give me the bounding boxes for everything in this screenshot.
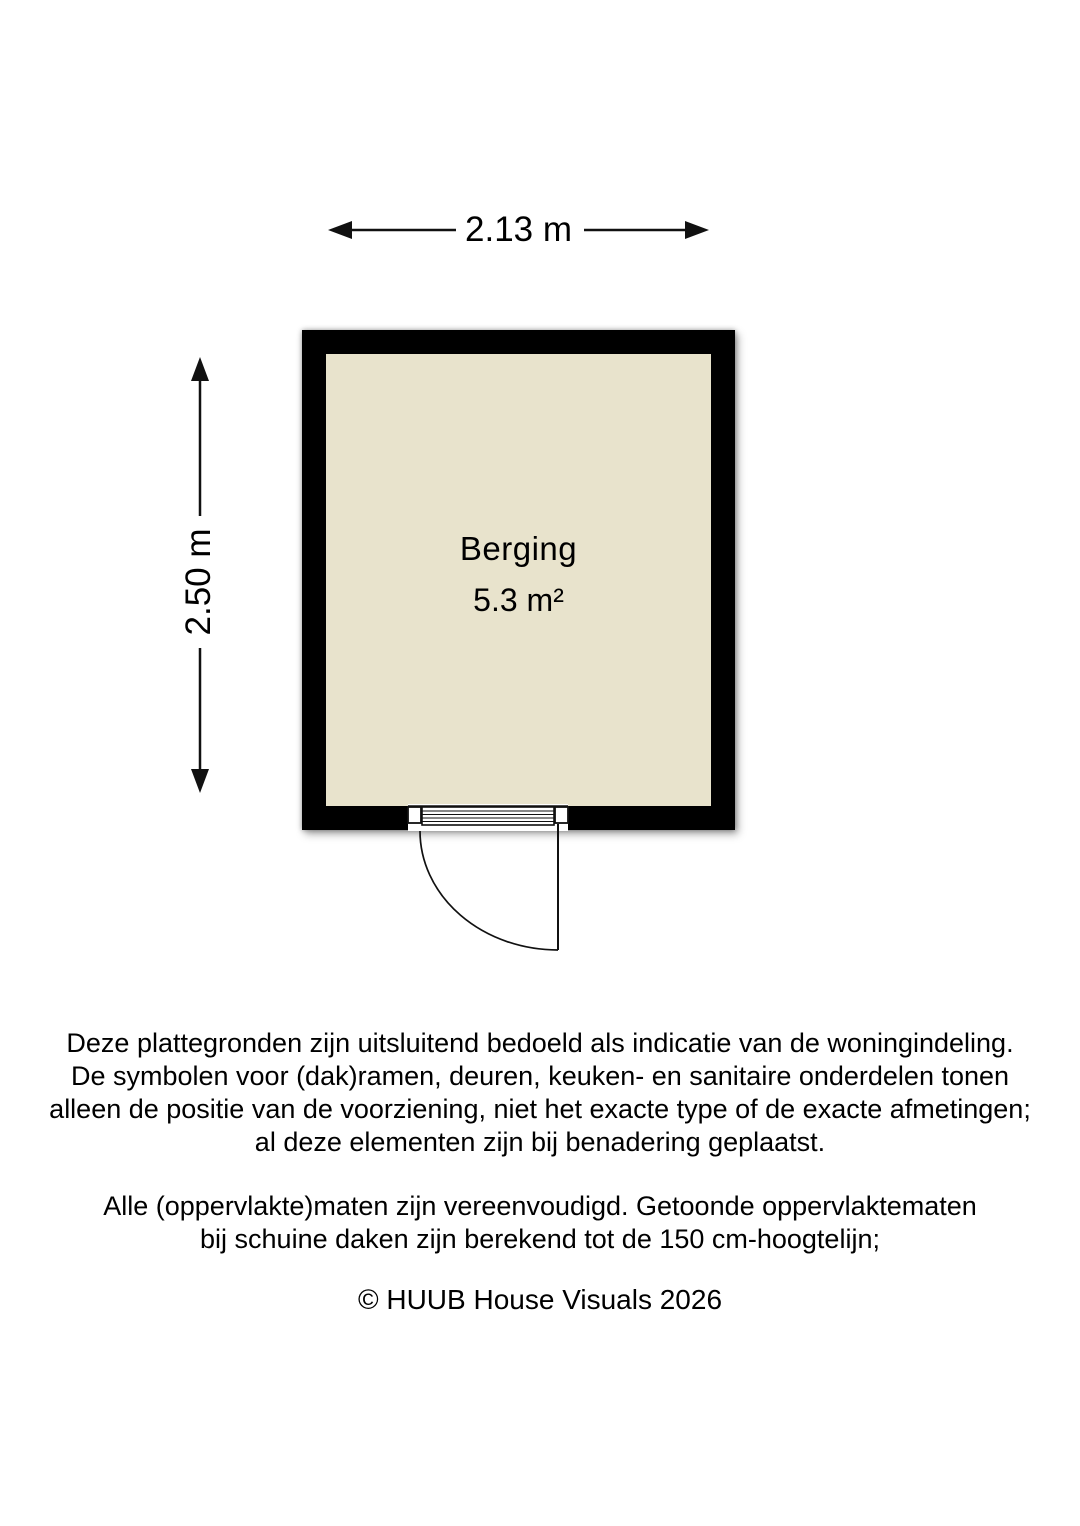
disclaimer-line: De symbolen voor (dak)ramen, deuren, keuken- en sanitaire onderdelen tonen — [70, 1061, 1010, 1091]
disclaimer-line: bij schuine daken zijn berekend tot de 150 cm-hoogtelijn; — [200, 1224, 880, 1254]
disclaimer-line: Deze plattegronden zijn uitsluitend bedoeld als indicatie van de woningindeling. — [66, 1028, 1014, 1058]
door-jamb-left — [408, 807, 421, 823]
door-jamb-right — [555, 807, 568, 823]
disclaimer-line: alleen de positie van de voorziening, niet het exacte type of de exacte afmetingen; — [49, 1094, 1031, 1124]
copyright-label: © HUUB House Visuals 2026 — [357, 1284, 723, 1315]
room-name-label: Berging — [459, 530, 578, 567]
height-dimension-label: 2.50 m — [179, 528, 218, 636]
room-label-block — [302, 531, 735, 617]
door-threshold — [422, 807, 554, 825]
arrowhead-up-icon — [191, 357, 209, 381]
disclaimer-paragraph-2 — [0, 1190, 1080, 1256]
width-dimension-label: 2.13 m — [465, 210, 572, 249]
disclaimer-line: al deze elementen zijn bij benadering geplaatst. — [254, 1127, 826, 1157]
disclaimer-paragraph-1 — [0, 1027, 1080, 1159]
door-swing-arc — [420, 831, 558, 950]
disclaimer-line: Alle (oppervlakte)maten zijn vereenvoudigd. Getoonde oppervlaktematen — [103, 1191, 977, 1221]
room-area-label: 5.3 m² — [473, 582, 564, 618]
arrowhead-down-icon — [191, 769, 209, 793]
